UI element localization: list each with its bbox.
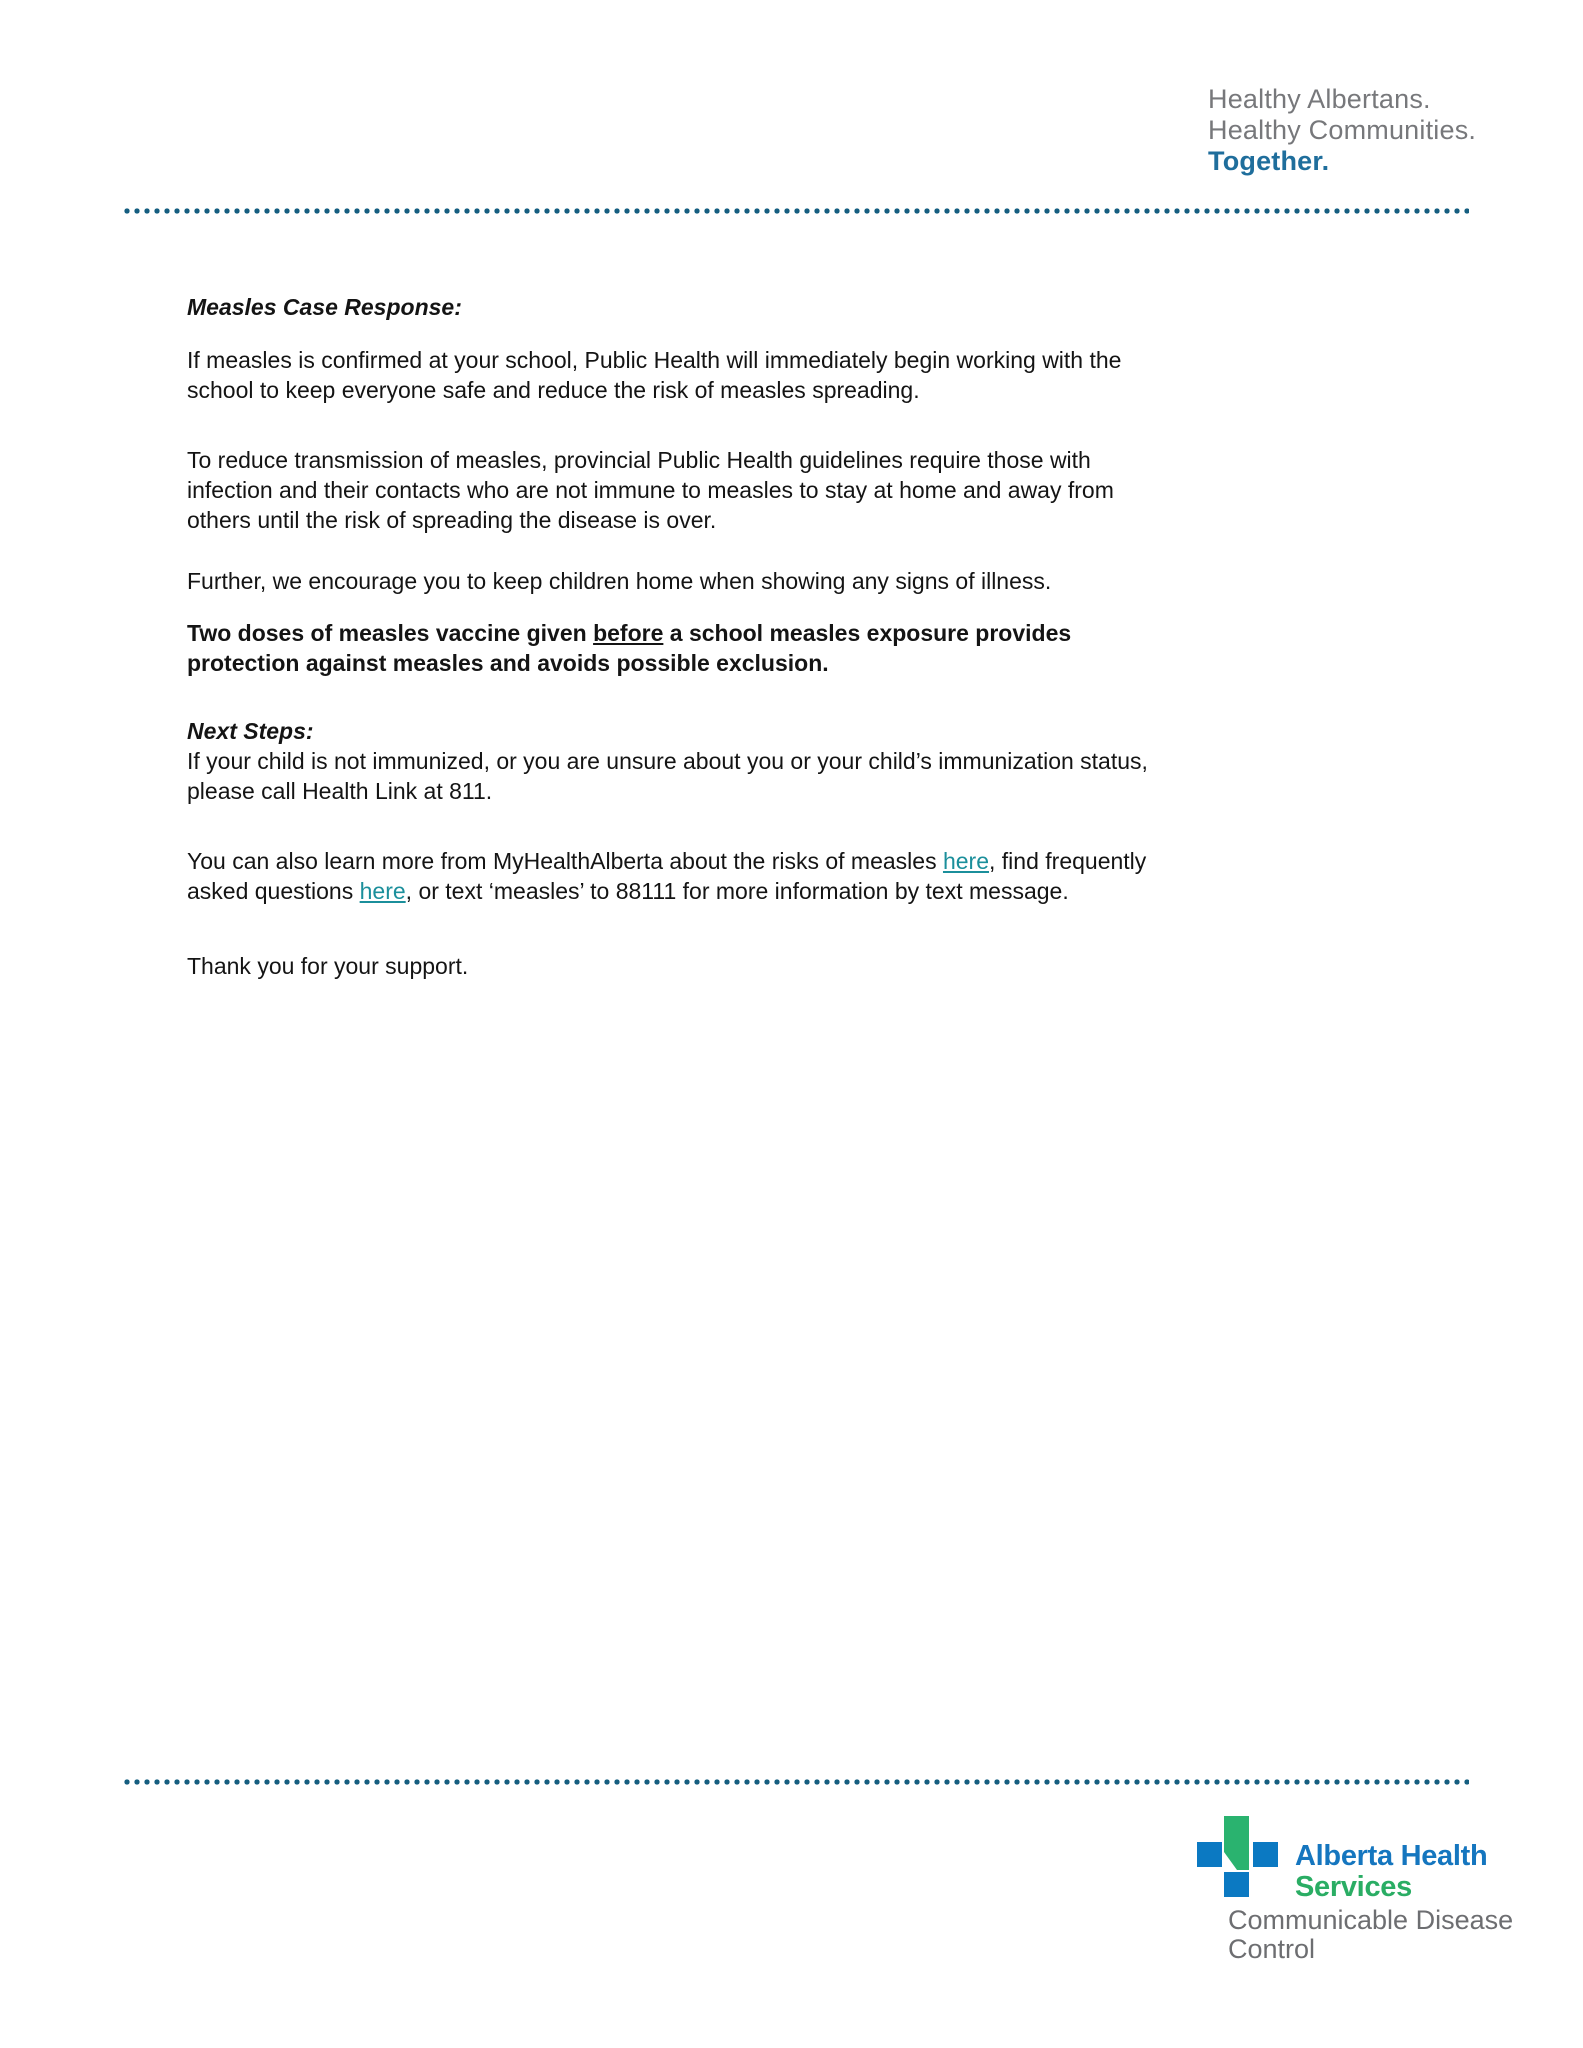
paragraph-not-immunized: [187, 746, 1439, 806]
dotted-divider-bottom: [122, 1777, 1469, 1787]
paragraph-line: , find frequently: [989, 848, 1147, 874]
paragraph-line: To reduce transmission of measles, provincial Public Health guidelines require those with: [187, 447, 1091, 473]
heading-next-steps: Next Steps:: [187, 718, 314, 744]
bold-text-segment: protection against measles and avoids possible exclusion.: [187, 650, 829, 676]
paragraph-line: school to keep everyone safe and reduce the risk of measles spreading.: [187, 377, 920, 403]
tagline-line-2: Healthy Communities.: [1208, 115, 1477, 145]
ahs-logo-icon: [1197, 1816, 1278, 1897]
paragraph-line: , or text ‘measles’ to 88111 for more information by text message.: [405, 878, 1069, 904]
ahs-tagline: [1208, 84, 1476, 177]
heading-measles-case-response: Measles Case Response:: [187, 294, 462, 320]
tagline-line-together: Together.: [1208, 146, 1330, 176]
paragraph-line: others until the risk of spreading the disease is over.: [187, 507, 717, 533]
paragraph-learn-more: [187, 846, 1439, 906]
paragraph-reduce-transmission: [187, 445, 1439, 535]
paragraph-line: please call Health Link at 811.: [187, 778, 493, 804]
paragraph-line: If measles is confirmed at your school, Public Health will immediately begin working with the: [187, 347, 1122, 373]
tagline-line-1: Healthy Albertans.: [1208, 84, 1431, 114]
bold-text-segment: a school measles exposure provides: [663, 620, 1072, 646]
department-line-1: Communicable Disease: [1228, 1905, 1514, 1935]
paragraph-two-doses-bold: [187, 618, 1439, 678]
paragraph-thank-you: Thank you for your support.: [187, 953, 469, 979]
paragraph-line: If your child is not immunized, or you are unsure about you or your child’s immunization status,: [187, 748, 1148, 774]
department-name: [1228, 1906, 1513, 1964]
paragraph-line: You can also learn more from MyHealthAlberta about the risks of measles: [187, 848, 943, 874]
paragraph-keep-children-home: [187, 566, 1439, 596]
bold-text-segment: Two doses of measles vaccine given: [187, 620, 594, 646]
paragraph-line: infection and their contacts who are not immune to measles to stay at home and away from: [187, 477, 1114, 503]
ahs-logo-line-2: Services: [1295, 1871, 1412, 1903]
letter-body: [187, 292, 1439, 981]
department-line-2: Control: [1228, 1934, 1316, 1964]
paragraph-confirmed-case: [187, 345, 1439, 405]
ahs-logo-wordmark: [1295, 1841, 1487, 1903]
paragraph-line: Further, we encourage you to keep children home when showing any signs of illness.: [187, 568, 1052, 594]
underlined-word-before: before: [593, 620, 664, 646]
dotted-divider-top: [122, 206, 1469, 216]
link-faq-here[interactable]: here: [359, 878, 406, 904]
link-measles-risks-here[interactable]: here: [942, 848, 990, 874]
paragraph-line: asked questions: [187, 878, 360, 904]
ahs-logo-line-1: Alberta Health: [1295, 1840, 1488, 1872]
